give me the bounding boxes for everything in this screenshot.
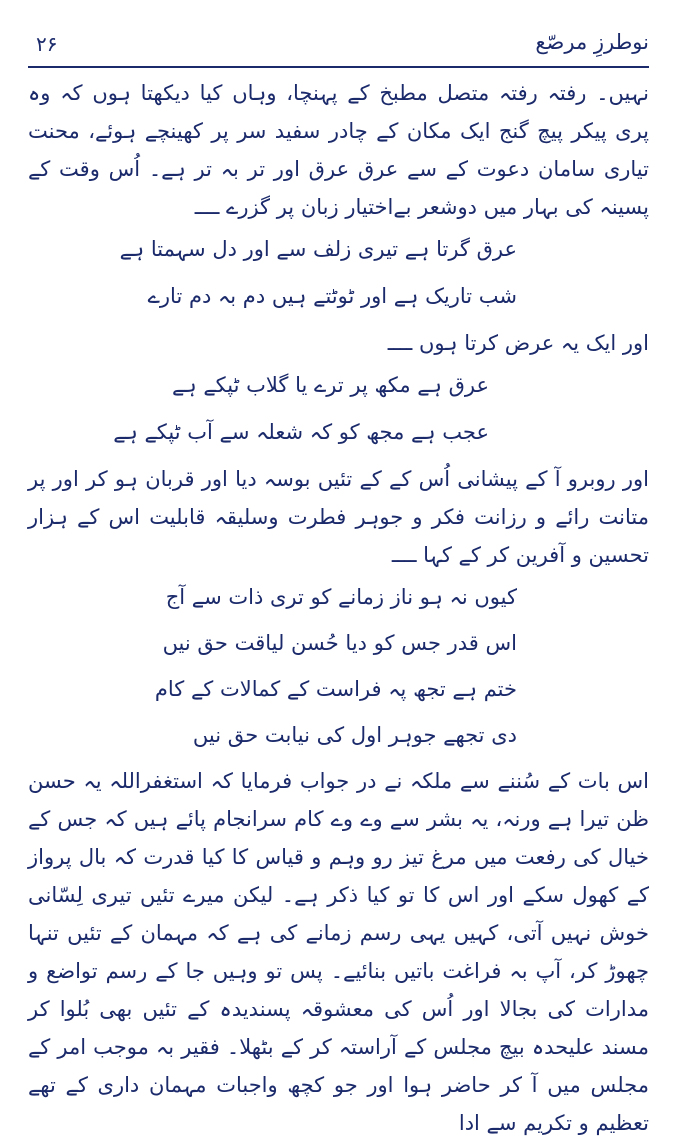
page-content: [28, 74, 649, 1142]
page-number: ۲۶: [36, 32, 58, 56]
verse-line: اس قدر جس کو دیا حُسن لیاقت حق نیں: [162, 631, 517, 655]
verse-line: دی تجھے جوہر اول کی نیابت حق نیں: [192, 723, 517, 747]
couplet-2: [28, 362, 649, 456]
quatrain: [28, 574, 649, 758]
paragraph-3: اس بات کے سُننے سے ملکہ نے در جواب فرمایا کہ استغفراللہ یہ حسن ظن تیرا ہے ورنہ، یہ بشر سے وے وے کام سرانجام پائے ہیں کہ جس کے خیال کی رفعت میں مرغ تیز رو وہم و قیاس کا کیا قدرت کہ بال پرواز کے کھول سکے اور اس کا تو کیا ذکر ہے۔ لیکن میرے تئیں تیری لِسّانی خوش نہیں آتی، کہیں یہی رسم زمانے کی ہے کہ مہمان کے تئیں تنہا چھوڑ کر، آپ بہ فراغت باتیں بنائیے۔ پس تو وہیں جا کے رسم تواضع و مدارات کی بجالا اور اُس کی معشوقہ پسندیدہ کے تئیں بھی بُلوا کر مسند علیحدہ بیچ مجلس کے آراستہ کر کے بٹھلا۔ فقیر بہ موجب امر کے مجلس میں آ کر حاضر ہوا اور جو کچھ واجبات مہمان داری کے تھے تعظیم و تکریم سے ادا: [28, 769, 649, 1135]
page-header: [28, 30, 649, 64]
verse-line: شب تاریک ہے اور ٹوٹتے ہیں دم بہ دم تارے: [147, 284, 517, 308]
running-title: نوطرزِ مرصّع: [535, 30, 649, 54]
paragraph-1: نہیں۔ رفتہ رفتہ متصل مطبخ کے پہنچا، وہاں کیا دیکھتا ہوں کہ وہ پری پیکر پیچ گنج ایک مکان کے چادر سفید سر پر کھینچے ہوئے، محنت تیاری سامان دعوت کے سے عرق عرق اور تر بہ تر ہے۔ اُس وقت کے پسینہ کی بہار میں دوشعر بےاختیار زبان پر گزرے ــــ: [28, 81, 649, 219]
verse-line: عرق ہے مکھ پر ترے یا گلاب ٹپکے ہے: [172, 373, 489, 397]
verse-line: کیوں نہ ہو ناز زمانے کو تری ذات سے آج: [165, 585, 517, 609]
header-rule: [28, 66, 649, 68]
couplet-1: [28, 226, 649, 320]
verse-line: عجب ہے مجھ کو کہ شعلہ سے آب ٹپکے ہے: [113, 420, 489, 444]
verse-line: ختم ہے تجھ پہ فراست کے کمالات کے کام: [154, 677, 517, 701]
intro-line: اور ایک یہ عرض کرتا ہوں ــــ: [387, 331, 649, 355]
paragraph-2: اور روبرو آ کے پیشانی اُس کے کے تئیں بوسہ دیا اور قربان ہو کر اور پر متانت رائے و رزانت فکر و جوہر فطرت وسلیقہ قابلیت اس کے ہزار تحسین و آفرین کر کے کہا ــــ: [28, 467, 649, 567]
verse-line: عرق گرتا ہے تیری زلف سے اور دل سہمتا ہے: [119, 237, 517, 261]
